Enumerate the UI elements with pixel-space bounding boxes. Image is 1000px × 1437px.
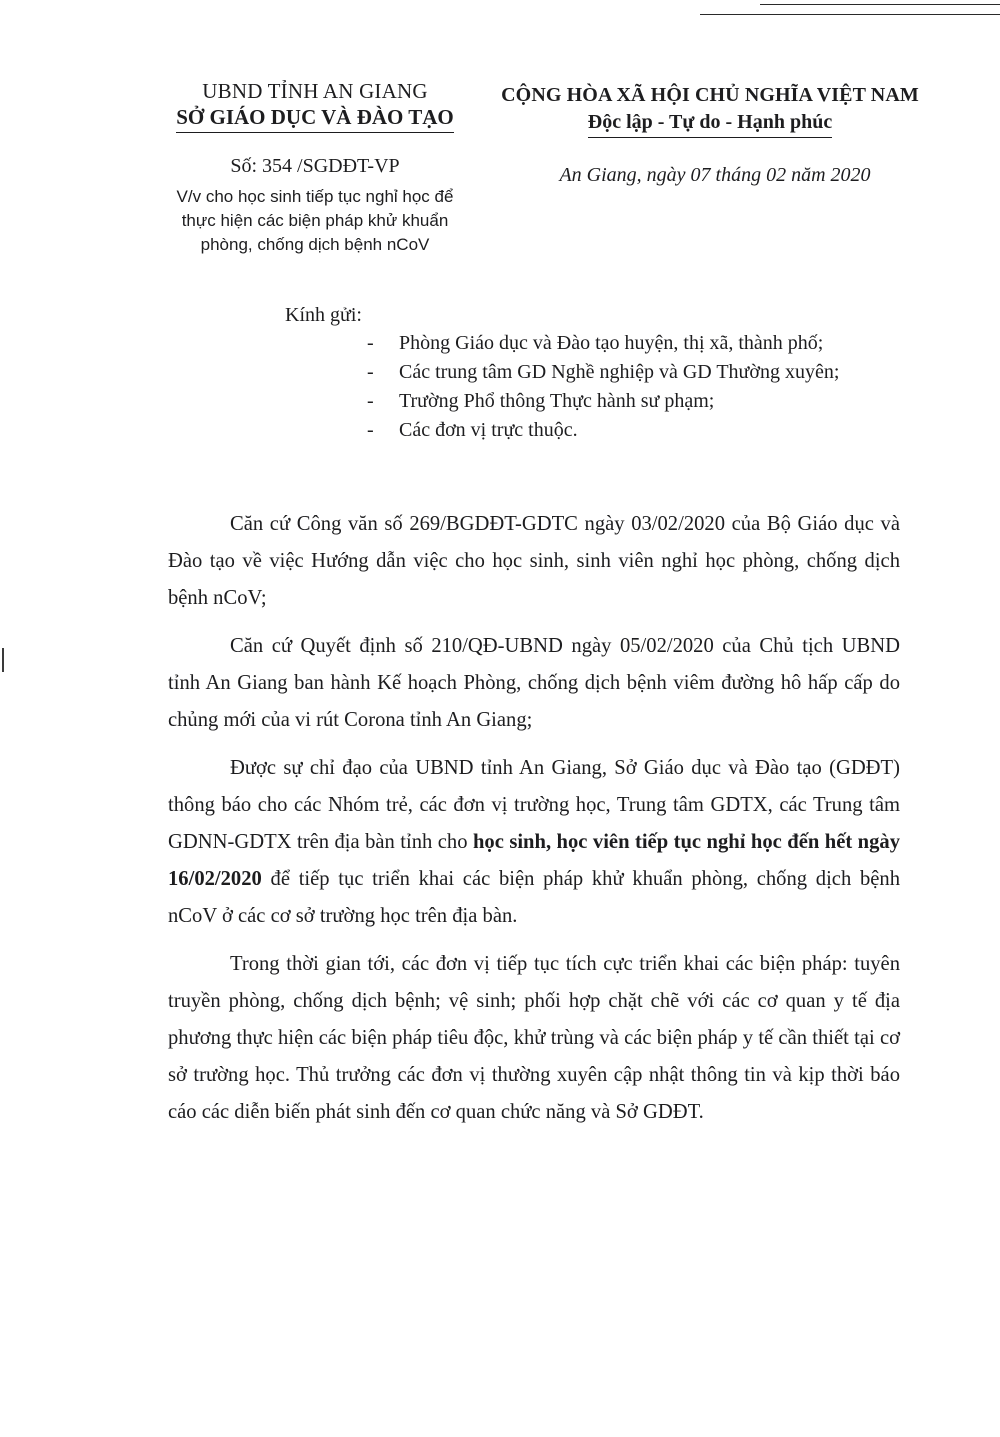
body-paragraph: Trong thời gian tới, các đơn vị tiếp tục tích cực triển khai các biện pháp: tuyên truyền phòng, chống dịch bệnh; vệ sinh; phối hợp chặt chẽ với các cơ quan y tế địa phương thực hiện các biện pháp tiêu độc, khử trùng và các biện pháp y tế cần thiết tại cơ sở trường học. Thủ trưởng các đơn vị thường xuyên cập nhật thông tin và kịp thời báo cáo các diễn biến phát sinh đến cơ quan chức năng và Sở GDĐT. [168,953,900,1123]
national-header-block [490,82,930,188]
document-body [168,506,900,1142]
recipient-item: - Các đơn vị trực thuộc. [367,419,578,441]
body-paragraph: Được sự chỉ đạo của UBND tỉnh An Giang, Sở Giáo dục và Đào tạo (GDĐT) thông báo cho các Nhóm trẻ, các đơn vị trường học, Trung tâm GDTX, các Trung tâm GDNN-GDTX trên địa bàn tỉnh cho học sinh, học viên tiếp tục nghỉ học đến hết ngày 16/02/2020 để tiếp tục triển khai các biện pháp khử khuẩn phòng, chống dịch bệnh nCoV ở các cơ sở trường học trên địa bàn. [168,757,900,927]
document-subject [150,185,480,257]
national-motto: Độc lập - Tự do - Hạnh phúc [588,108,832,138]
issuing-agency-block [150,78,480,257]
scan-artifact-line [760,4,1000,5]
subject-line: V/v cho học sinh tiếp tục nghỉ học để [176,187,454,206]
emphasized-notice: học sinh, học viên tiếp tục nghỉ học đến hết ngày 16/02/2020 [168,831,900,890]
recipient-list [367,330,907,446]
agency-name: SỞ GIÁO DỤC VÀ ĐÀO TẠO [176,104,454,133]
subject-line: phòng, chống dịch bệnh nCoV [200,235,430,254]
recipient-item: - Các trung tâm GD Nghề nghiệp và GD Thường xuyên; [367,361,840,383]
scan-artifact-line [700,14,1000,15]
body-paragraph: Căn cứ Công văn số 269/BGDĐT-GDTC ngày 03/02/2020 của Bộ Giáo dục và Đào tạo về việc Hướng dẫn việc cho học sinh, sinh viên nghỉ học phòng, chống dịch bệnh nCoV; [168,513,900,609]
recipient-item: - Phòng Giáo dục và Đào tạo huyện, thị xã, thành phố; [367,332,824,354]
subject-line: thực hiện các biện pháp khử khuẩn [181,211,449,230]
parent-agency-name: UBND TỈNH AN GIANG [202,79,428,103]
scan-edge-mark [2,648,4,672]
place-and-date: An Giang, ngày 07 tháng 02 năm 2020 [559,164,871,186]
body-paragraph: Căn cứ Quyết định số 210/QĐ-UBND ngày 05/02/2020 của Chủ tịch UBND tỉnh An Giang ban hành Kế hoạch Phòng, chống dịch bệnh viêm đường hô hấp cấp do chủng mới của vi rút Corona tỉnh An Giang; [168,635,900,731]
national-title: CỘNG HÒA XÃ HỘI CHỦ NGHĨA VIỆT NAM [501,84,919,106]
recipient-item: - Trường Phổ thông Thực hành sư phạm; [367,390,715,412]
document-number: Số: 354 /SGDĐT-VP [230,155,400,177]
greeting: Kính gửi: [285,304,362,326]
